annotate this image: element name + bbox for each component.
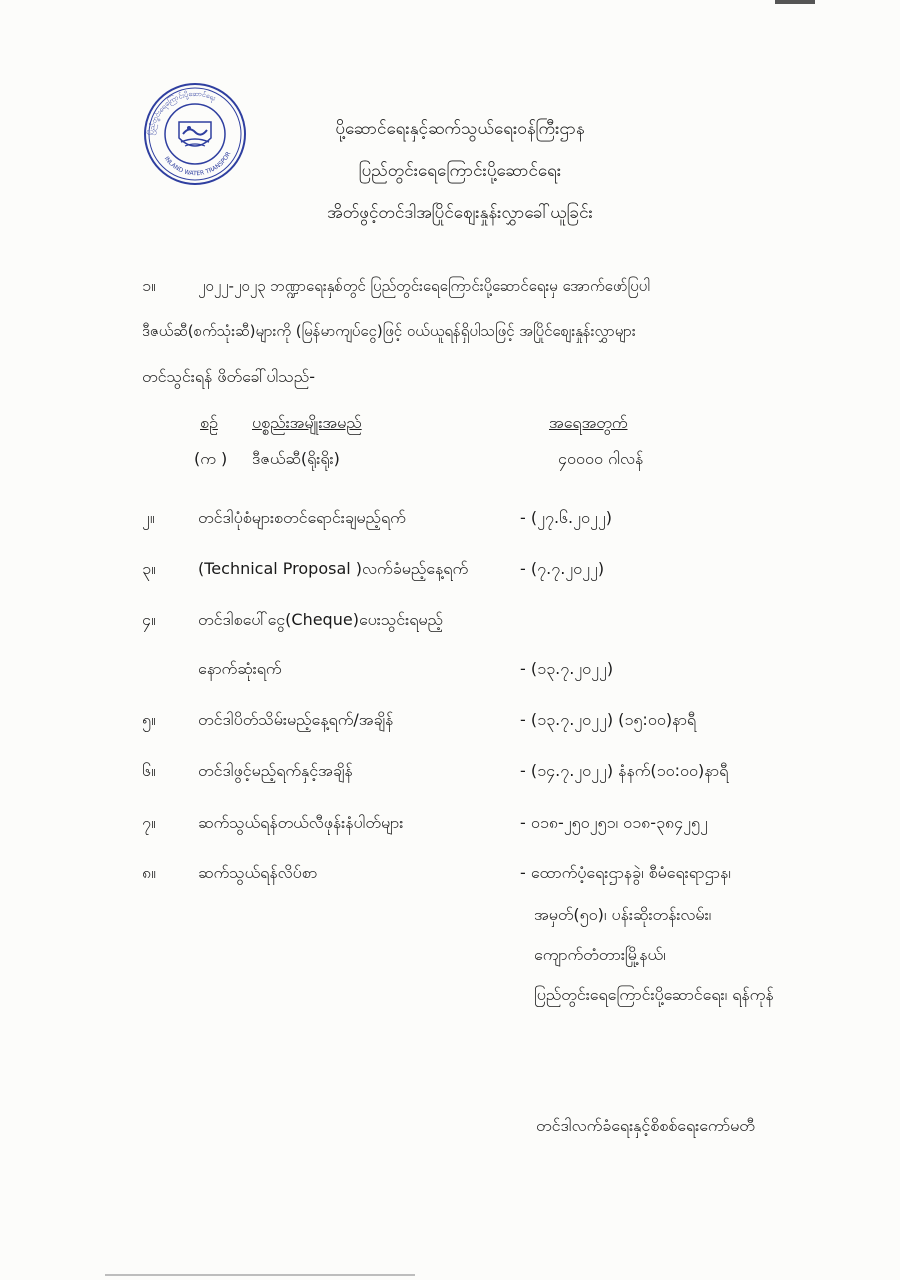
address-line-2: အမှတ်(၅၀)၊ ပန်းဆိုးတန်းလမ်း၊ bbox=[534, 905, 712, 924]
detail-label-closing: တင်ဒါပိတ်သိမ်းမည့်နေ့ရက်/အချိန် bbox=[198, 710, 394, 729]
detail-number-8: ၈။ bbox=[142, 863, 156, 882]
intro-line-3: တင်သွင်းရန် ဖိတ်ခေါ်ပါသည်- bbox=[142, 367, 316, 386]
address-line-3: ကျောက်တံတားမြို့နယ်၊ bbox=[534, 945, 666, 964]
detail-number-5: ၅။ bbox=[142, 710, 156, 729]
intro-line-2: ဒီဇယ်ဆီ(စက်သုံးဆီ)များကို (မြန်မာကျပ်ငွေ)ဖြင့် ဝယ်ယူရန်ရှိပါသဖြင့် အပြိုင်စျေးနှုန်းလွှာများ bbox=[142, 322, 636, 340]
detail-value-closing: - (၁၃.၇.၂၀၂၂) (၁၅:၀၀)နာရီ bbox=[520, 710, 697, 729]
item-row-number: (က ) bbox=[194, 449, 228, 468]
detail-number-6: ၆။ bbox=[142, 761, 156, 780]
detail-label-deposit: တင်ဒါစပေါ်ငွေ(Cheque)ပေးသွင်းရမည့် bbox=[198, 610, 444, 629]
item-row-quantity: ၄၀၀၀၀ ဂါလန် bbox=[558, 449, 644, 468]
col-header-item-name: ပစ္စည်းအမျိုးအမည် bbox=[252, 413, 362, 432]
svg-text:ပြည်တွင်းရေကြောင်းပို့ဆောင်ရေး bbox=[146, 90, 217, 136]
detail-value-opening: - (၁၄.၇.၂၀၂၂) နံနက်(၁၀:၀၀)နာရီ bbox=[520, 761, 729, 780]
intro-number: ၁။ bbox=[142, 276, 156, 295]
detail-label-phone: ဆက်သွယ်ရန်တယ်လီဖုန်းနံပါတ်များ bbox=[198, 813, 404, 832]
intro-line-1: ၂၀၂၂-၂၀၂၃ ဘဏ္ဍာရေးနှစ်တွင် ပြည်တွင်းရေကြောင်းပို့ဆောင်ရေးမှ အောက်ဖော်ပြပါ bbox=[198, 277, 650, 295]
committee-signature: တင်ဒါလက်ခံရေးနှင့်စိစစ်ရေးကော်မတီ bbox=[536, 1116, 755, 1135]
item-row-name: ဒီဇယ်ဆီ(ရိုးရိုး) bbox=[252, 449, 340, 468]
address-line-4: ပြည်တွင်းရေကြောင်းပို့ဆောင်ရေး၊ ရန်ကုန် bbox=[534, 985, 774, 1004]
top-edge-mark bbox=[775, 0, 815, 4]
detail-label-opening: တင်ဒါဖွင့်မည့်ရက်နှင့်အချိန် bbox=[198, 761, 353, 780]
detail-label-deposit-deadline: နောက်ဆုံးရက် bbox=[198, 659, 282, 678]
detail-value-deposit-deadline: - (၁၃.၇.၂၀၂၂) bbox=[520, 659, 614, 678]
address-line-1: - ထောက်ပံ့ရေးဌာနခွဲ၊ စီမံရေးရာဌာန၊ bbox=[520, 863, 731, 882]
detail-label-address: ဆက်သွယ်ရန်လိပ်စာ bbox=[198, 863, 318, 882]
detail-label-technical-proposal: (Technical Proposal )လက်ခံမည့်နေ့ရက် bbox=[198, 559, 469, 578]
ministry-title: ပို့ဆောင်ရေးနှင့်ဆက်သွယ်ရေးဝန်ကြီးဌာန bbox=[335, 119, 585, 139]
department-title: ပြည်တွင်းရေကြောင်းပို့ဆောင်ရေး bbox=[358, 161, 562, 181]
detail-number-3: ၃။ bbox=[142, 559, 156, 578]
notice-title: အိတ်ဖွင့်တင်ဒါအပြိုင်စျေးနှုန်းလွှာခေါ်ယူခြင်း bbox=[327, 203, 593, 223]
detail-value-technical-proposal: - (၇.၇.၂၀၂၂) bbox=[520, 559, 605, 578]
seal-bottom-text: INLAND WATER TRANSPOR bbox=[162, 151, 233, 178]
detail-number-7: ၇။ bbox=[142, 813, 156, 832]
col-header-quantity: အရေအတွက် bbox=[549, 413, 628, 432]
bottom-edge-line bbox=[105, 1274, 415, 1276]
detail-number-2: ၂။ bbox=[142, 508, 155, 527]
detail-label-sale-start: တင်ဒါပုံစံများစတင်ရောင်းချမည့်ရက် bbox=[198, 508, 406, 527]
detail-value-sale-start: - (၂၇.၆.၂၀၂၂) bbox=[520, 508, 612, 527]
detail-value-phone: - ၀၁၈-၂၅၀၂၅၁၊ ၀၁၈-၃၈၄၂၅၂ bbox=[520, 813, 708, 832]
col-header-number: စဉ် bbox=[200, 413, 218, 432]
seal-top-text: ပြည်တွင်းရေကြောင်းပို့ဆောင်ရေး bbox=[147, 89, 217, 136]
detail-number-4: ၄။ bbox=[142, 610, 156, 629]
